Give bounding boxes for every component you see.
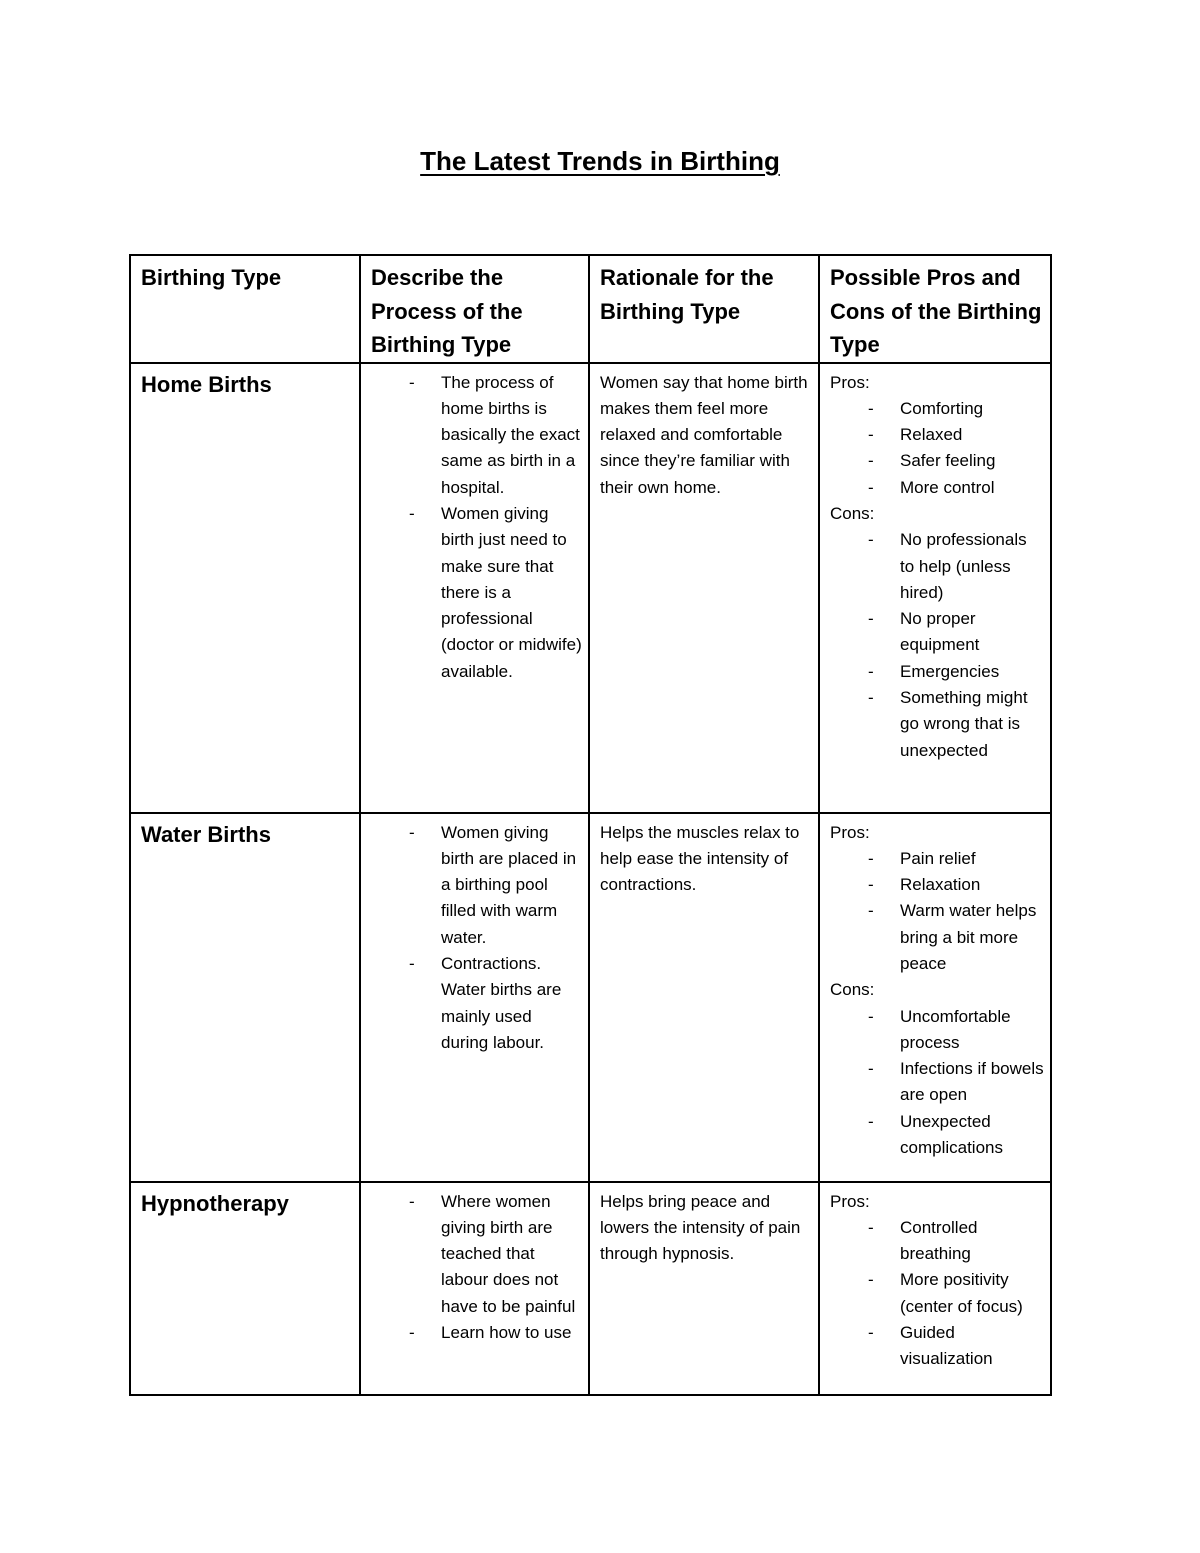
list-item: - Women giving birth are placed in a birthing pool filled with warm water. [371, 820, 582, 951]
header-label: Describe the Process of the Birthing Type [371, 265, 523, 357]
list-item: - Comforting [830, 396, 1044, 422]
list-item: - No professionals to help (unless hired) [830, 527, 1044, 606]
process-cell [360, 363, 589, 813]
page-title: The Latest Trends in Birthing [420, 146, 780, 176]
rationale-cell [589, 363, 819, 813]
cons-list [830, 1004, 1044, 1162]
cons-label: Cons: [830, 980, 875, 1000]
pros-cons-cell [819, 363, 1051, 813]
header-birthing-type [130, 255, 360, 363]
pros-list [830, 846, 1044, 977]
rationale-text: Helps bring peace and lowers the intensity of pain through hypnosis. [600, 1191, 801, 1264]
list-item: - Relaxation [830, 872, 1044, 898]
header-rationale [589, 255, 819, 363]
process-cell [360, 813, 589, 1182]
cons-list [830, 527, 1044, 764]
birthing-type-name: Home Births [141, 371, 272, 397]
list-item: - Relaxed [830, 422, 1044, 448]
type-cell [130, 813, 360, 1182]
list-item: - Learn how to use [371, 1320, 582, 1346]
list-item: - More positivity (center of focus) [830, 1267, 1044, 1320]
header-label: Rationale for the Birthing Type [600, 265, 774, 324]
pros-list [830, 396, 1044, 501]
list-item: - Controlled breathing [830, 1215, 1044, 1268]
birthing-table [129, 254, 1052, 1396]
list-item: - Infections if bowels are open [830, 1056, 1044, 1109]
process-list [371, 370, 582, 686]
header-process [360, 255, 589, 363]
list-item: - Where women giving birth are teached that labour does not have to be painful [371, 1189, 582, 1320]
table-row [130, 363, 1051, 813]
table-row [130, 813, 1051, 1182]
birthing-type-name: Water Births [141, 821, 271, 847]
pros-label: Pros: [830, 822, 870, 842]
pros-cons-cell [819, 1182, 1051, 1395]
list-item: - Uncomfortable process [830, 1004, 1044, 1057]
list-item: - No proper equipment [830, 606, 1044, 659]
header-label: Possible Pros and Cons of the Birthing Type [830, 265, 1042, 357]
list-item: - Pain relief [830, 846, 1044, 872]
list-item: - Safer feeling [830, 448, 1044, 474]
list-item: - Emergencies [830, 659, 1044, 685]
birthing-type-name: Hypnotherapy [141, 1190, 289, 1216]
header-label: Birthing Type [141, 265, 282, 290]
rationale-cell [589, 1182, 819, 1395]
rationale-text: Helps the muscles relax to help ease the intensity of contractions. [600, 822, 800, 895]
pros-label: Pros: [830, 1191, 870, 1211]
process-cell [360, 1182, 589, 1395]
type-cell [130, 363, 360, 813]
list-item: - Warm water helps bring a bit more peace [830, 898, 1044, 977]
type-cell [130, 1182, 360, 1395]
list-item: - Women giving birth just need to make sure that there is a professional (doctor or midwife) available. [371, 501, 582, 685]
list-item: - Something might go wrong that is unexpected [830, 685, 1044, 764]
process-list [371, 820, 582, 1057]
rationale-cell [589, 813, 819, 1182]
pros-list [830, 1215, 1044, 1373]
table-row [130, 1182, 1051, 1395]
pros-cons-cell [819, 813, 1051, 1182]
list-item: - The process of home births is basically the exact same as birth in a hospital. [371, 370, 582, 501]
process-list [371, 1189, 582, 1347]
rationale-text: Women say that home birth makes them feel more relaxed and comfortable since they’re familiar with their own home. [600, 372, 808, 497]
pros-label: Pros: [830, 372, 870, 392]
list-item: - Contractions. Water births are mainly used during labour. [371, 951, 582, 1056]
header-pros-cons [819, 255, 1051, 363]
list-item: - More control [830, 475, 1044, 501]
table-header-row [130, 255, 1051, 363]
list-item: - Guided visualization [830, 1320, 1044, 1373]
list-item: - Unexpected complications [830, 1109, 1044, 1162]
cons-label: Cons: [830, 503, 875, 523]
